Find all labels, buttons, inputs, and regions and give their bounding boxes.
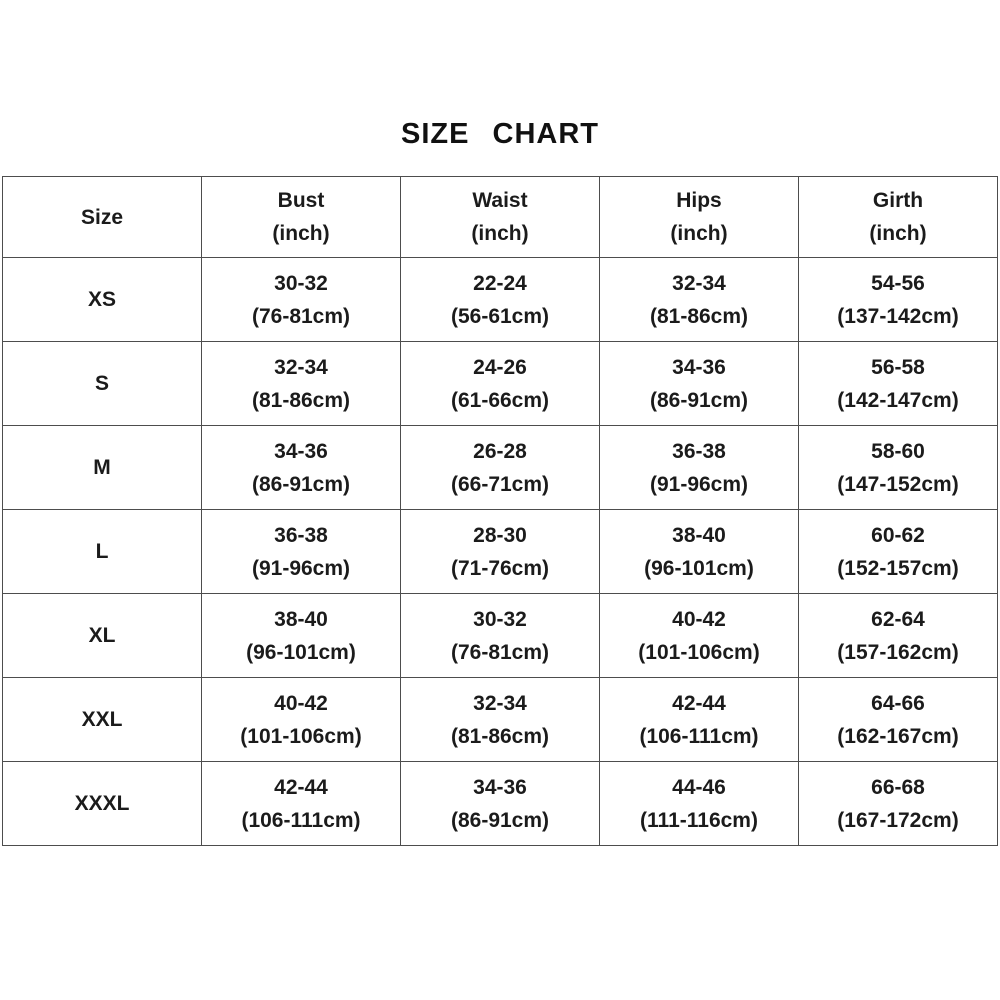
cell-xs-girth: 54-56 (137-142cm) <box>799 258 998 342</box>
cell-l-size: L <box>3 510 202 594</box>
cell-xl-bust: 38-40 (96-101cm) <box>202 594 401 678</box>
cell-s-waist: 24-26 (61-66cm) <box>401 342 600 426</box>
table-row-xxxl <box>3 762 998 846</box>
cell-s-hips: 34-36 (86-91cm) <box>600 342 799 426</box>
cell-m-girth: 58-60 (147-152cm) <box>799 426 998 510</box>
column-header-bust: Bust (inch) <box>202 177 401 258</box>
table-row-xs <box>3 258 998 342</box>
column-header-hips: Hips (inch) <box>600 177 799 258</box>
cell-xl-size: XL <box>3 594 202 678</box>
cell-xl-hips: 40-42 (101-106cm) <box>600 594 799 678</box>
table-row-m <box>3 426 998 510</box>
column-header-girth: Girth (inch) <box>799 177 998 258</box>
column-header-waist: Waist (inch) <box>401 177 600 258</box>
cell-l-hips: 38-40 (96-101cm) <box>600 510 799 594</box>
size-chart-table <box>2 176 998 846</box>
cell-xxl-waist: 32-34 (81-86cm) <box>401 678 600 762</box>
cell-xxl-bust: 40-42 (101-106cm) <box>202 678 401 762</box>
header-row <box>3 177 998 258</box>
table-row-xxl <box>3 678 998 762</box>
cell-xxxl-girth: 66-68 (167-172cm) <box>799 762 998 846</box>
cell-s-size: S <box>3 342 202 426</box>
table-row-l <box>3 510 998 594</box>
cell-xl-girth: 62-64 (157-162cm) <box>799 594 998 678</box>
cell-s-girth: 56-58 (142-147cm) <box>799 342 998 426</box>
table-row-xl <box>3 594 998 678</box>
cell-xs-size: XS <box>3 258 202 342</box>
cell-xxxl-size: XXXL <box>3 762 202 846</box>
cell-s-bust: 32-34 (81-86cm) <box>202 342 401 426</box>
cell-l-bust: 36-38 (91-96cm) <box>202 510 401 594</box>
cell-xxl-size: XXL <box>3 678 202 762</box>
table-header <box>3 177 998 258</box>
cell-xxxl-waist: 34-36 (86-91cm) <box>401 762 600 846</box>
cell-l-waist: 28-30 (71-76cm) <box>401 510 600 594</box>
cell-xxxl-bust: 42-44 (106-111cm) <box>202 762 401 846</box>
page-title: SIZE CHART <box>401 118 599 150</box>
column-header-size: Size <box>3 177 202 258</box>
cell-l-girth: 60-62 (152-157cm) <box>799 510 998 594</box>
cell-xs-bust: 30-32 (76-81cm) <box>202 258 401 342</box>
cell-m-bust: 34-36 (86-91cm) <box>202 426 401 510</box>
cell-xxl-girth: 64-66 (162-167cm) <box>799 678 998 762</box>
table-row-s <box>3 342 998 426</box>
cell-xxl-hips: 42-44 (106-111cm) <box>600 678 799 762</box>
cell-xs-hips: 32-34 (81-86cm) <box>600 258 799 342</box>
cell-xl-waist: 30-32 (76-81cm) <box>401 594 600 678</box>
cell-xxxl-hips: 44-46 (111-116cm) <box>600 762 799 846</box>
cell-m-waist: 26-28 (66-71cm) <box>401 426 600 510</box>
table-body <box>3 258 998 846</box>
cell-xs-waist: 22-24 (56-61cm) <box>401 258 600 342</box>
cell-m-hips: 36-38 (91-96cm) <box>600 426 799 510</box>
cell-m-size: M <box>3 426 202 510</box>
